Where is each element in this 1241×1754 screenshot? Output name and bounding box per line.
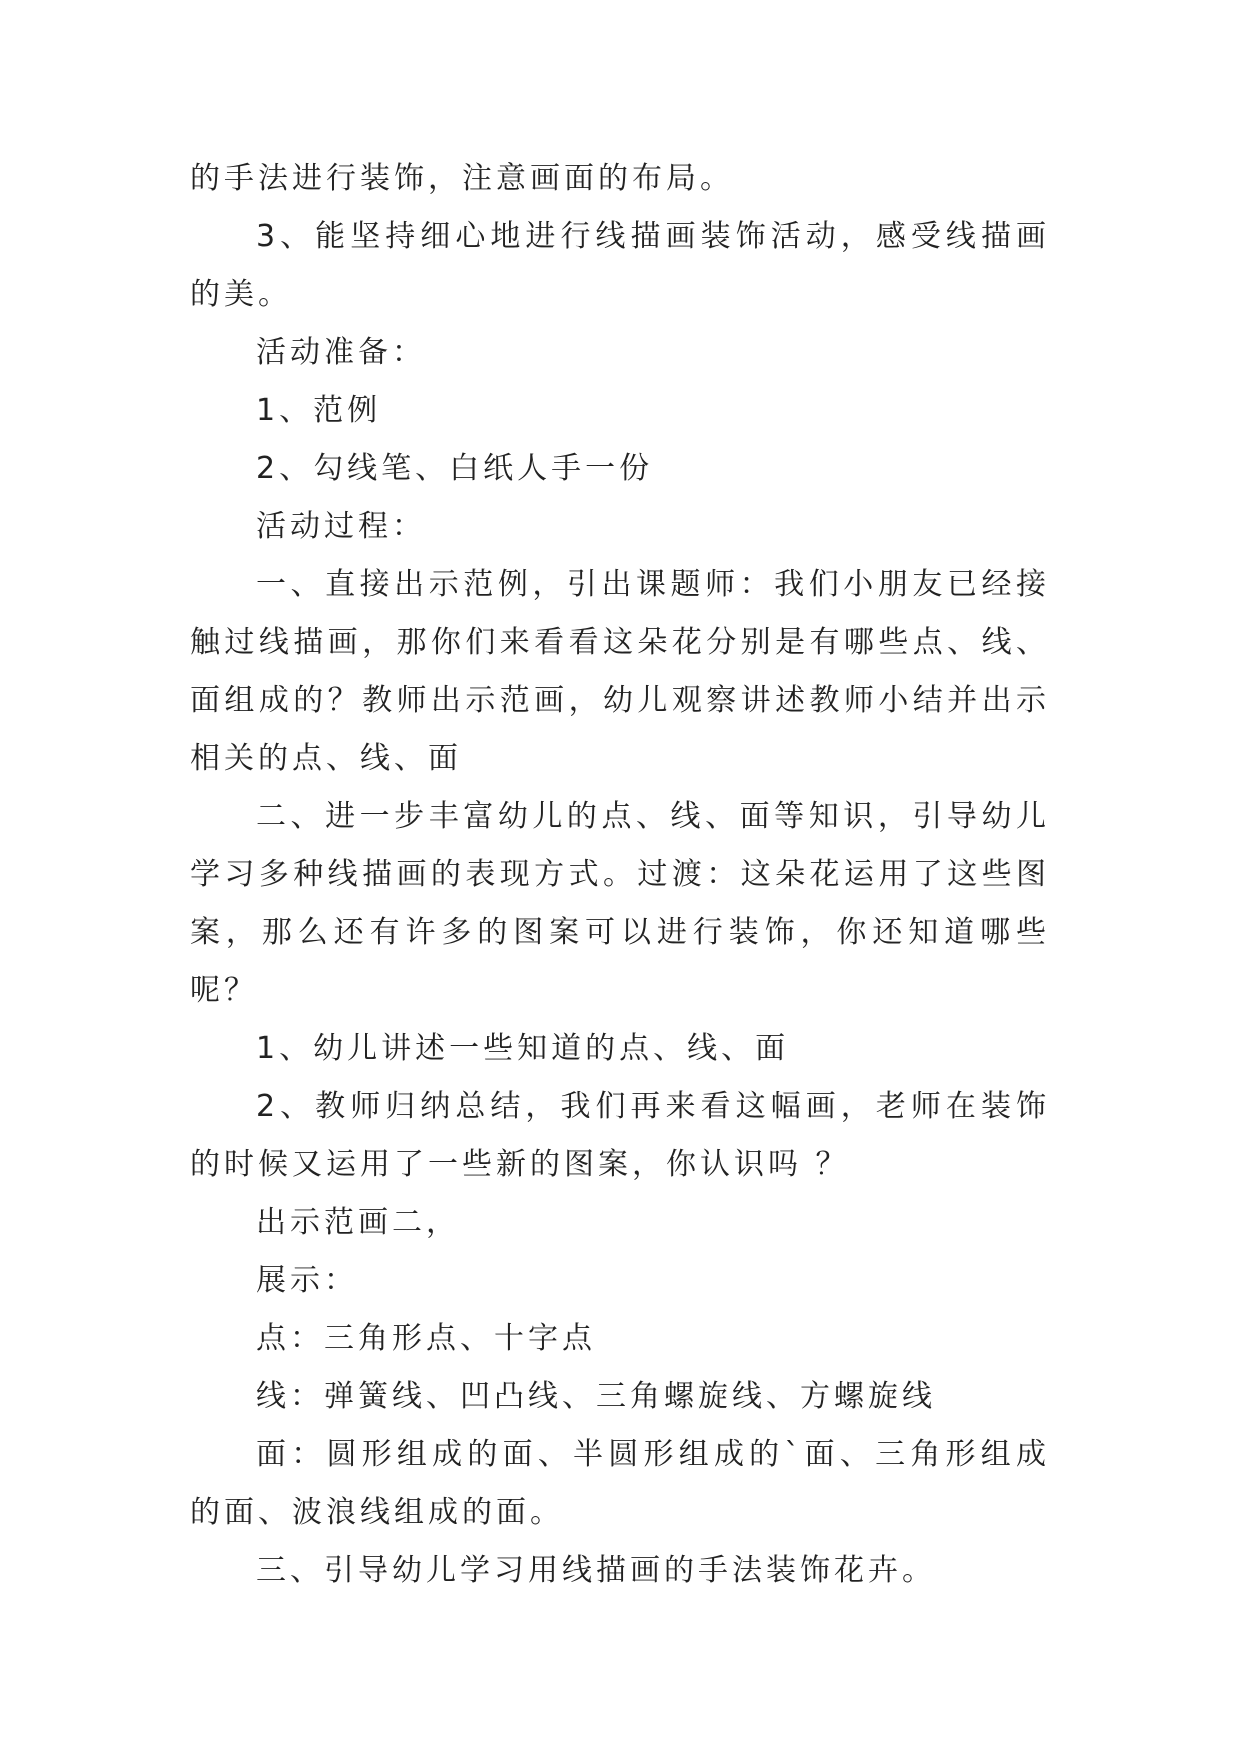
paragraph-show-example-2: 出示范画二，: [256, 1205, 460, 1240]
paragraph-step-1: 一、直接出示范例，引出课题师：我们小朋友已经接触过线描画，那你们来看看这朵花分别是有哪些点、线、面组成的？教师出示范画，幼儿观察讲述教师小结并出示相关的点、线、面: [190, 567, 1050, 776]
list-item-preparation-2: 2、勾线笔、白纸人手一份: [256, 451, 654, 486]
heading-preparation: 活动准备：: [256, 335, 426, 370]
heading-display: 展示：: [256, 1263, 358, 1298]
paragraph-step-2: 二、进一步丰富幼儿的点、线、面等知识，引导幼儿学习多种线描画的表现方式。过渡：这朵花运用了这些图案，那么还有许多的图案可以进行装饰，你还知道哪些呢？: [190, 799, 1050, 1008]
document-page: [190, 150, 1050, 1600]
paragraph-continuation: 的手法进行装饰，注意画面的布局。: [190, 161, 734, 196]
paragraph-lines: 线：弹簧线、凹凸线、三角螺旋线、方螺旋线: [256, 1379, 936, 1414]
list-item-step-2-1: 1、幼儿讲述一些知道的点、线、面: [256, 1031, 790, 1066]
list-item-preparation-1: 1、范例: [256, 393, 382, 428]
heading-process: 活动过程：: [256, 509, 426, 544]
list-item-step-2-2: 2、教师归纳总结，我们再来看这幅画，老师在装饰的时候又运用了一些新的图案，你认识吗 ？: [190, 1089, 1050, 1182]
paragraph-goal-3: 3、能坚持细心地进行线描画装饰活动，感受线描画的美。: [190, 219, 1050, 312]
paragraph-step-3: 三、引导幼儿学习用线描画的手法装饰花卉。: [256, 1553, 936, 1588]
paragraph-surfaces: 面：圆形组成的面、半圆形组成的`面、三角形组成的面、波浪线组成的面。: [190, 1437, 1050, 1530]
paragraph-points: 点：三角形点、十字点: [256, 1321, 596, 1356]
